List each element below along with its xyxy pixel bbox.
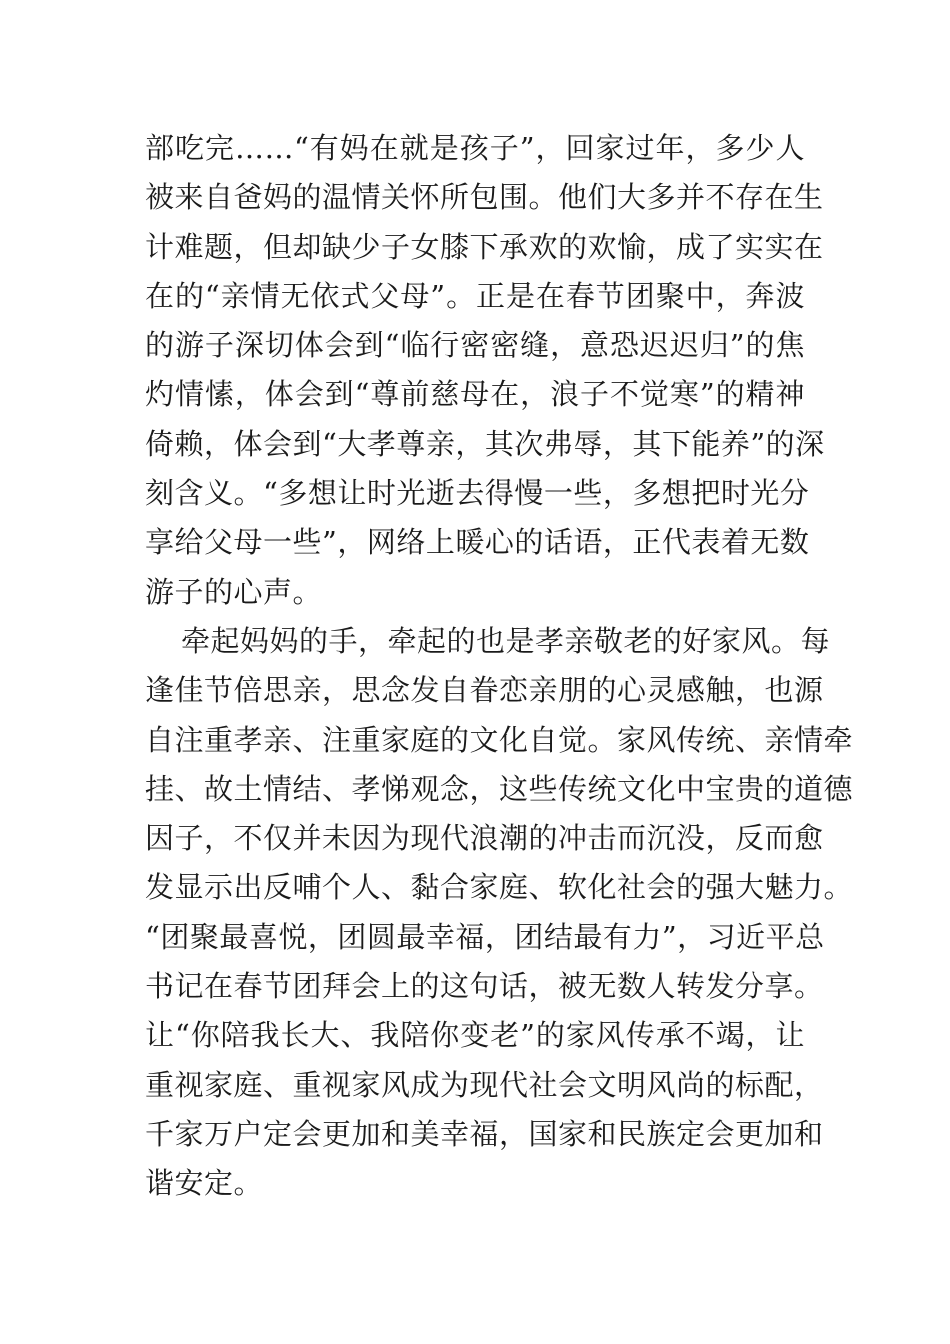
text-line: 挂、故土情结、孝悌观念，这些传统文化中宝贵的道德 — [145, 771, 854, 806]
text-line: 倚赖，体会到“大孝尊亲，其次弗辱，其下能养”的深 — [145, 426, 825, 461]
body-text — [145, 124, 854, 1209]
text-line: 享给父母一些”，网络上暖心的话语，正代表着无数 — [145, 525, 810, 560]
text-line: 游子的心声。 — [145, 574, 323, 609]
text-line: 因子，不仅并未因为现代浪潮的冲击而沉没，反而愈 — [145, 821, 824, 856]
text-line: 部吃完……“有妈在就是孩子”，回家过年，多少人 — [145, 131, 805, 165]
text-line: 发显示出反哺个人、黏合家庭、软化社会的强大魅力。 — [145, 870, 854, 905]
text-line: “团聚最喜悦，团圆最幸福，团结最有力”，习近平总 — [145, 919, 825, 954]
text-line: 让“你陪我长大、我陪你变老”的家风传承不竭，让 — [145, 1018, 805, 1053]
text-line: 千家万户定会更加和美幸福，国家和民族定会更加和 — [145, 1116, 824, 1151]
text-line: 谐安定。 — [145, 1166, 264, 1201]
text-line: 刻含义。“多想让时光逝去得慢一些，多想把时光分 — [145, 476, 810, 511]
text-line: 灼情愫，体会到“尊前慈母在，浪子不觉寒”的精神 — [145, 377, 805, 412]
text-line: 自注重孝亲、注重家庭的文化自觉。家风传统、亲情牵 — [145, 722, 854, 757]
text-line: 计难题，但却缺少子女膝下承欢的欢愉，成了实实在 — [145, 229, 824, 264]
text-line: 重视家庭、重视家风成为现代社会文明风尚的标配， — [145, 1067, 824, 1102]
text-line: 书记在春节团拜会上的这句话，被无数人转发分享。 — [145, 969, 824, 1004]
text-line: 在的“亲情无依式父母”。正是在春节团聚中，奔波 — [145, 278, 805, 313]
text-line: 的游子深切体会到“临行密密缝，意恐迟迟归”的焦 — [145, 328, 805, 363]
text-line: 被来自爸妈的温情关怀所包围。他们大多并不存在生 — [145, 180, 824, 215]
text-line: 牵起妈妈的手，牵起的也是孝亲敬老的好家风。每 — [181, 623, 831, 658]
text-line: 逢佳节倍思亲，思念发自眷恋亲朋的心灵感触，也源 — [145, 673, 824, 708]
